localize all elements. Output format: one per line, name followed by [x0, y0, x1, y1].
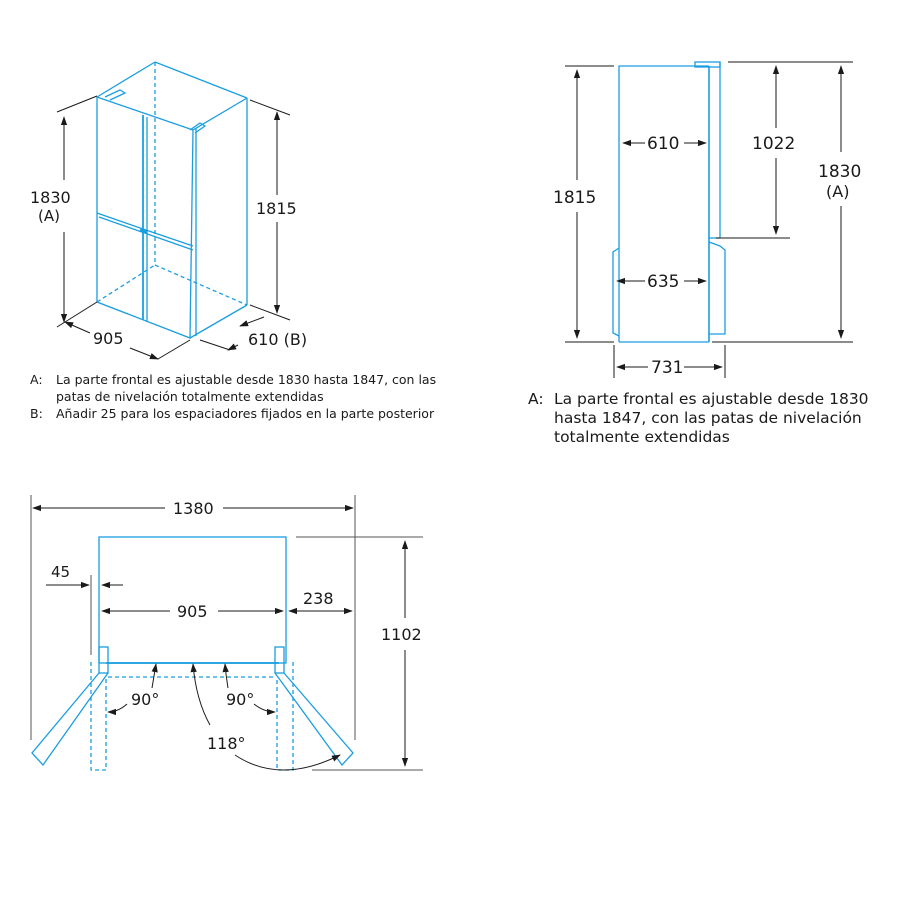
- fridge-iso-outline: [97, 62, 247, 338]
- note-key: B:: [30, 406, 43, 421]
- top-side-clearance-label: 45: [51, 563, 71, 581]
- top-angle-left-label: 90°: [131, 690, 160, 709]
- note-key: A:: [528, 390, 544, 408]
- iso-notes: [30, 371, 450, 422]
- iso-height-a-label: 1830: [30, 188, 71, 207]
- side-depth-top-label: 610: [647, 134, 680, 154]
- top-width-label: 905: [177, 602, 208, 621]
- top-dimensions: [31, 495, 423, 770]
- fridge-top-outline: [32, 537, 353, 770]
- top-total-width-label: 1380: [173, 499, 214, 518]
- note-text: La parte frontal es ajustable desde 1830 hasta 1847, con las patas de nivelación totalmente extendidas: [554, 390, 869, 446]
- iso-depth-label: 610 (B): [248, 330, 308, 349]
- side-door-height-label: 1022: [752, 134, 796, 154]
- side-height-a-note: (A): [826, 182, 850, 201]
- side-height-label: 1815: [553, 188, 597, 208]
- top-angle-max-label: 118°: [207, 734, 246, 753]
- side-total-depth-label: 731: [651, 358, 684, 378]
- iso-height-a-note: (A): [38, 207, 60, 225]
- side-height-a-label: 1830: [818, 162, 862, 182]
- side-depth-bottom-label: 635: [647, 272, 680, 292]
- iso-note-a: [30, 371, 450, 405]
- iso-view: [30, 62, 307, 359]
- side-notes: [528, 390, 898, 447]
- note-text: Añadir 25 para los espaciadores fijados en la parte posterior: [56, 406, 435, 421]
- iso-dimensions: [57, 96, 290, 359]
- iso-height-label: 1815: [256, 199, 297, 218]
- top-door-swing-label: 238: [303, 589, 334, 608]
- side-note-a: [528, 390, 898, 447]
- iso-width-label: 905: [93, 329, 124, 348]
- top-view: [31, 495, 423, 770]
- note-key: A:: [30, 372, 43, 387]
- side-view: [553, 62, 861, 378]
- note-text: La parte frontal es ajustable desde 1830 hasta 1847, con las patas de nivelación totalmente extendidas: [56, 372, 437, 404]
- fridge-side-outline: [613, 62, 725, 342]
- top-depth-open-label: 1102: [381, 625, 422, 644]
- iso-note-b: [30, 405, 450, 422]
- top-angle-right-label: 90°: [226, 690, 255, 709]
